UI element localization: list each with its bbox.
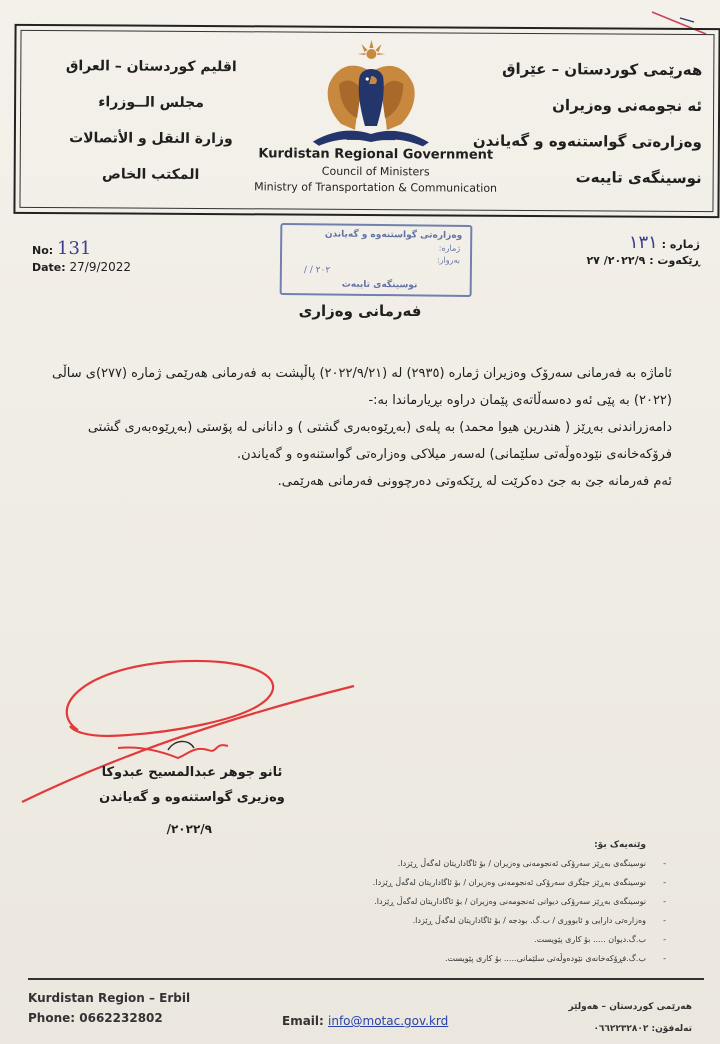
stamp-ministry: وەزارەتی گواستنەوە و گەیاندن (324, 229, 463, 241)
minister-title: وەزیری گواستنەوە و گەیاندن (99, 790, 285, 805)
krg-name: Kurdistan Regional Government (258, 146, 494, 163)
order-body (30, 360, 672, 495)
body-paragraph: دامەزراندنی بەڕێز ( هندرین هیوا محمد) بە پلەی (بەڕێوەبەری گشتی ) و دانانی لە پۆستی (بەڕێوەبەری گشتی فرۆکەخانەی نێودەوڵەتی سلێمانی) لەسەر میلاکی وەزارەتی گواستنەوە و گەیاندن. (87, 420, 672, 462)
header-right-line: ئه نجومەنی وەزیران (552, 96, 703, 116)
header-right-line: هەرێمی کوردستان – عێراق (502, 59, 703, 80)
footer-email-label: Email: (282, 1014, 324, 1028)
ref-number-label: No: (32, 244, 54, 257)
letterhead-box (13, 24, 720, 218)
copy-recipient: - نوسینگەی بەڕێز جێگری سەرۆکی ئەنجومەنی وەزیران / بۆ ئاگاداریتان لەگەڵ ڕێزدا. (316, 873, 646, 892)
copy-recipient: - ب.گ.دیوان ..... بۆ کاری پێویست. (316, 930, 646, 949)
document-title: فەرمانی وەزاری (298, 302, 422, 320)
stamp-date-mask: / / ٢٠٢ (303, 265, 331, 276)
footer-phone-ku: تەلەفۆن: ٠٦٦٢٢٣٢٨٠٢ (593, 1024, 692, 1034)
minister-name: ئانو جوهر عبدالمسيح عبدوكا (101, 765, 283, 780)
footer-region-ku: هەرێمی کوردستان – هەولێر (568, 1002, 692, 1012)
header-left-line: وزارة النقل و الأتصالات (69, 130, 233, 148)
copies-list (316, 840, 646, 968)
ref-date-label: Date: (32, 261, 66, 274)
ref-number-ku (629, 232, 700, 253)
footer-email (282, 1014, 448, 1028)
ministry-name: Ministry of Transportation & Communication (254, 180, 498, 195)
header-right-line: وەزارەتی گواستنەوە و گەیاندن (472, 131, 702, 152)
footer-phone: Phone: 0662232802 (28, 1011, 163, 1025)
ref-number-ku-value: ١٣١ (628, 232, 658, 253)
body-paragraph: ئەم فەرمانە جێ بە جێ دەکرێت لە ڕێکەوتی دەرچوونی فەرمانی هەرێمی. (277, 474, 672, 489)
header-left-line: مجلس الــوزراء (98, 94, 204, 112)
footer-contact-ku (568, 996, 692, 1040)
ref-number (32, 238, 91, 259)
copy-recipient: - وەزارەتی دارایی و ئابووری / ب.گ. بودجە / بۆ ئاگاداریتان لەگەڵ ڕێزدا. (316, 911, 646, 930)
stamp-number-label: ژمارە: (438, 243, 461, 253)
footer-region: Kurdistan Region – Erbil (28, 991, 191, 1005)
copies-heading: وێنەیەک بۆ: (594, 840, 646, 850)
header-left-line: اقليم كوردستان – العراق (65, 58, 237, 76)
stamp-date-label: بەروار: (436, 255, 461, 265)
ref-date-value: 27/9/2022 (69, 260, 132, 274)
office-stamp (280, 223, 473, 297)
body-paragraph: ئاماژە بە فەرمانی سەرۆک وەزیران ژمارە (٢٩٣٥) لە (٢٠٢٢/٩/٢١) پاڵپشت بە فەرمانی هەرێمی ژمارە (٢٧٧)ی ساڵی (٢٠٢٢) بە پێی ئەو دەسەڵاتەی پێمان دراوە بڕیارماندا بە:- (51, 366, 672, 408)
ref-number-ku-label: ژمارە : (661, 238, 700, 251)
copy-recipient: - نوسینگەی بەڕێز سەرۆکی ئەنجومەنی وەزیران / بۆ ئاگاداریتان لەگەڵ ڕێزدا. (316, 854, 646, 873)
krg-emblem-icon (303, 38, 440, 149)
ref-number-value: 131 (57, 238, 92, 259)
stamp-office: نوسینگەی تایبەت (341, 279, 418, 291)
footer-contact (28, 988, 190, 1028)
ref-date (32, 260, 131, 274)
ref-date-ku-value: ٢٠٢٢/٩/ ٢٧ (586, 254, 646, 267)
copy-recipient: - نوسینگەی بەڕێز سەرۆکی دیوانی ئەنجومەنی وەزیران / بۆ ئاگاداریتان لەگەڵ ڕێزدا. (316, 892, 646, 911)
copy-recipient: - ب.گ.فڕۆکەخانەی نێودەوڵەتی سلێمانی..... بۆ کاری پێویست. (316, 949, 646, 968)
header-left-line: المكتب الخاص (101, 166, 200, 183)
ref-date-ku (586, 254, 700, 267)
council-name: Council of Ministers (321, 164, 430, 179)
footer-email-link[interactable]: info@motac.gov.krd (328, 1014, 449, 1028)
letterhead-english (226, 145, 526, 197)
ref-date-ku-label: ڕێکەوت : (649, 254, 700, 267)
letterhead-arabic (56, 48, 247, 193)
header-right-line: نوسینگەی تایبەت (575, 168, 702, 188)
footer-divider (28, 978, 704, 980)
signature-date: ٢٠٢٢/٩/ (166, 822, 212, 836)
